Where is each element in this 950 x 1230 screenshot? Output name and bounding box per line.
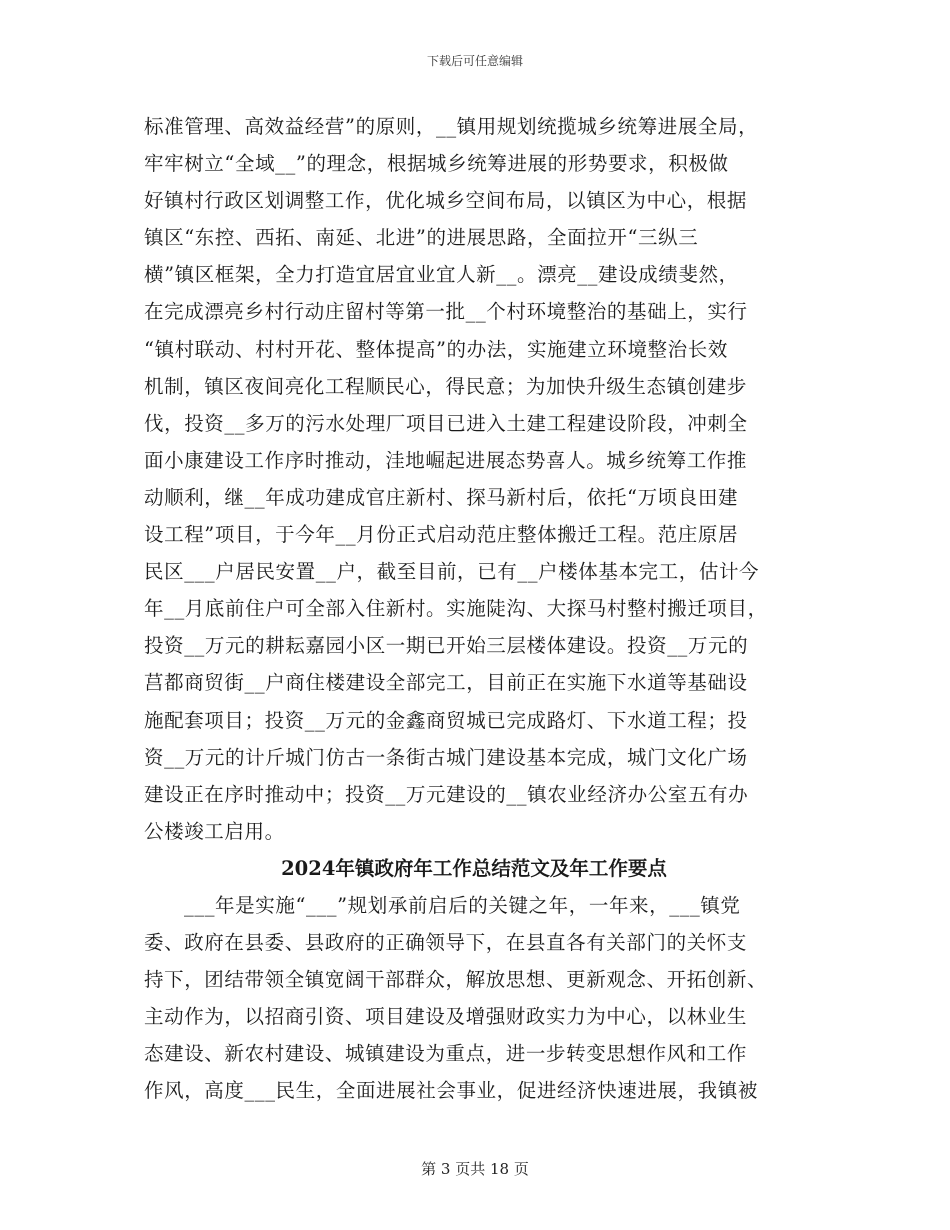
page-footer: 第 3 页共 18 页 [421,1160,529,1178]
text-line: 标准管理、高效益经营”的原则，__镇用规划统揽城乡统筹进展全局， [144,115,759,138]
text-line: 投资__万元的耕耘嘉园小区一期已开始三层楼体建设。投资__万元的 [144,634,749,658]
section-title: 2024年镇政府年工作总结范文及年工作要点 [281,856,667,880]
text-line: 态建设、新农村建设、城镇建设为重点，进一步转变思想作风和工作 [144,1042,748,1066]
text-line: 机制，镇区夜间亮化工程顺民心，得民意；为加快升级生态镇创建步 [144,374,748,398]
text-line: 伐，投资__多万的污水处理厂项目已进入土建工程建设阶段，冲刺全 [144,411,748,435]
paragraph [144,108,804,850]
text-line: 主动作为，以招商引资、项目建设及增强财政实力为中心，以林业生 [144,1005,748,1029]
text-line: 牢牢树立“全域__”的理念，根据城乡统筹进展的形势要求，积极做 [144,152,729,176]
document-body [144,108,804,1110]
text-line: 在完成漂亮乡村行动庄留村等第一批__个村环境整治的基础上，实行 [144,300,748,324]
text-line: 委、政府在县委、县政府的正确领导下，在县直各有关部门的关怀支 [144,931,748,955]
page-header: 下载后可任意编辑 [426,54,523,68]
text-line: 设工程”项目，于今年__月份正式启动范庄整体搬迁工程。范庄原居 [144,523,739,547]
text-line: 民区___户居民安置__户，截至目前，已有__户楼体基本完工，估计今 [144,560,760,584]
text-line: 公楼竣工启用。 [144,819,285,843]
text-line: 年__月底前住户可全部入住新村。实施陡沟、大探马村整村搬迁项目， [144,597,768,621]
text-line: 建设正在序时推动中；投资__万元建设的__镇农业经济办公室五有办 [144,782,749,806]
text-line: 好镇村行政区划调整工作，优化城乡空间布局，以镇区为中心，根据 [144,189,748,213]
text-line: 镇区“东控、西拓、南延、北进”的进展思路，全面拉开“三纵三 [144,226,699,250]
text-line: 横”镇区框架，全力打造宜居宜业宜人新__。漂亮__建设成绩斐然， [144,263,739,287]
text-line: ___年是实施“___”规划承前启后的关键之年，一年来，___镇党 [184,893,741,917]
text-line: 面小康建设工作序时推动，洼地崛起进展态势喜人。城乡统筹工作推 [144,448,748,472]
paragraph [144,887,804,1110]
text-line: 莒都商贸街__户商住楼建设全部完工，目前正在实施下水道等基础设 [144,671,748,695]
text-line: 持下，团结带领全镇宽阔干部群众，解放思想、更新观念、开拓创新、 [144,968,768,992]
text-line: 资__万元的计斤城门仿古一条街古城门建设基本完成，城门文化广场 [144,745,748,769]
text-line: 作风，高度___民生，全面进展社会事业，促进经济快速进展，我镇被 [144,1079,758,1103]
text-line: “镇村联动、村村开花、整体提高”的办法，实施建立环境整治长效 [144,337,728,361]
text-line: 施配套项目；投资__万元的金鑫商贸城已完成路灯、下水道工程；投 [144,708,748,732]
text-line: 动顺利，继__年成功建成官庄新村、探马新村后，依托“万顷良田建 [144,485,739,509]
